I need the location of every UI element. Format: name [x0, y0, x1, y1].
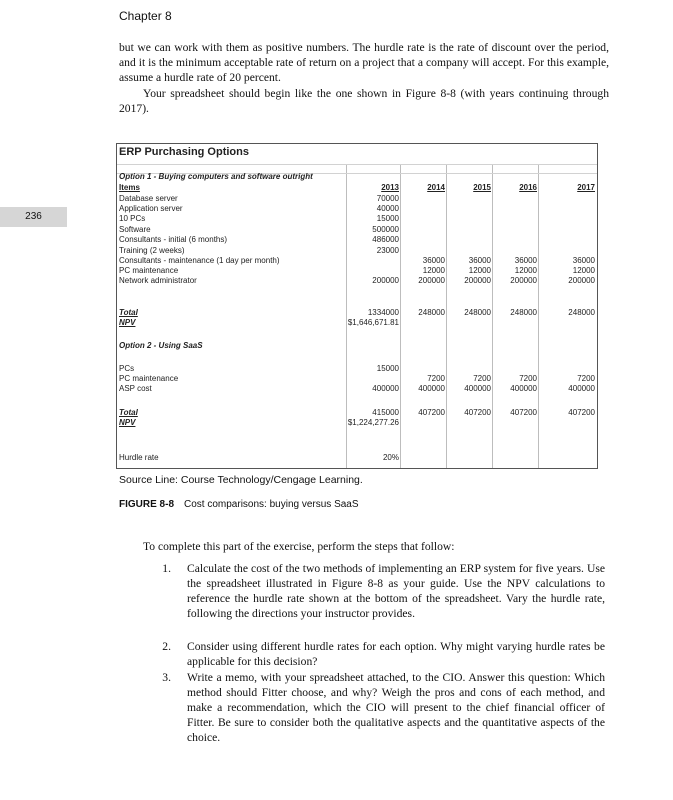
- cell-value: 36000: [514, 256, 537, 265]
- row-label: Consultants - maintenance (1 day per month): [119, 256, 280, 265]
- step-1: [162, 561, 605, 621]
- row-label: Application server: [119, 204, 183, 213]
- row-label: PC maintenance: [119, 266, 179, 275]
- cell-value: 7200: [577, 374, 595, 383]
- cell-value: 23000: [376, 246, 399, 255]
- table-row: [117, 266, 597, 276]
- cell-value: 407200: [418, 408, 445, 417]
- row-label: Consultants - initial (6 months): [119, 235, 228, 244]
- row-label: Database server: [119, 194, 178, 203]
- cell-value: 1334000: [367, 308, 399, 317]
- hurdle-value: 20%: [382, 453, 399, 462]
- npv-label: NPV: [119, 318, 136, 327]
- step-number: 3.: [162, 671, 171, 684]
- total-row: [117, 408, 597, 418]
- step-text: Write a memo, with your spreadsheet attached, to the CIO. Answer this question: Which method should Fitter choose, and why? Weigh the pros and cons of each method, and make a recommendation, which the CIO will present to the chief financial officer of Fitter. Be sure to consider both the qualitative aspects and the quantitative aspects of the choice.: [187, 671, 605, 744]
- figure-caption: [119, 499, 359, 510]
- row-label: PCs: [119, 364, 135, 373]
- row-label: Training (2 weeks): [119, 246, 185, 255]
- figure-caption-text: Cost comparisons: buying versus SaaS: [184, 499, 359, 510]
- table-row: [117, 374, 597, 384]
- row-label: 10 PCs: [119, 214, 146, 223]
- cell-value: 400000: [464, 384, 491, 393]
- option2-label: Option 2 - Using SaaS: [119, 341, 203, 350]
- cell-value: 12000: [572, 266, 595, 275]
- option1-header-row: [117, 172, 597, 182]
- cell-value: 400000: [372, 384, 399, 393]
- cell-value: 200000: [418, 276, 445, 285]
- step-text: Consider using different hurdle rates for each option. Why might varying hurdle rates be applicable for this decision?: [187, 640, 605, 668]
- cell-value: 15000: [376, 214, 399, 223]
- cell-value: 7200: [427, 374, 445, 383]
- table-row: [117, 256, 597, 266]
- spreadsheet-title: ERP Purchasing Options: [119, 146, 249, 158]
- year-2014: 2014: [427, 183, 445, 192]
- cell-value: 40000: [376, 204, 399, 213]
- cell-value: 486000: [372, 235, 399, 244]
- cell-value: 12000: [514, 266, 537, 275]
- cell-value: 415000: [372, 408, 399, 417]
- paragraph-2-text: Your spreadsheet should begin like the one shown in Figure 8-8 (with years continuing through 2017).: [119, 87, 609, 115]
- row-label: PC maintenance: [119, 374, 179, 383]
- npv-row: [117, 318, 597, 328]
- cell-value: 200000: [372, 276, 399, 285]
- step-text: Calculate the cost of the two methods of implementing an ERP system for five years. Use the spreadsheet illustrated in Figure 8-8 as your guide. Use the NPV calculations to reference the hurdle rate shown at the bottom of the spreadsheet. Vary the hurdle rate, following the directions your instructor provides.: [187, 562, 605, 620]
- cell-value: 12000: [422, 266, 445, 275]
- npv-row: [117, 418, 597, 428]
- npv-value: $1,646,671.81: [347, 318, 399, 327]
- option1-label: Option 1 - Buying computers and software outright: [119, 172, 313, 181]
- year-2017: 2017: [577, 183, 595, 192]
- items-label: Items: [119, 183, 140, 192]
- cell-value: 248000: [510, 308, 537, 317]
- instructions-intro: To complete this part of the exercise, perform the steps that follow:: [143, 540, 455, 553]
- step-2: [162, 639, 605, 669]
- option2-header-row: [117, 341, 597, 351]
- cell-value: 36000: [572, 256, 595, 265]
- table-row: [117, 246, 597, 256]
- source-line: Source Line: Course Technology/Cengage Learning.: [119, 474, 363, 486]
- step-number: 2.: [162, 640, 171, 653]
- cell-value: 400000: [418, 384, 445, 393]
- paragraph-2: [119, 86, 609, 116]
- row-label: ASP cost: [119, 384, 152, 393]
- hurdle-row: [117, 453, 597, 463]
- cell-value: 7200: [519, 374, 537, 383]
- cell-value: 15000: [376, 364, 399, 373]
- cell-value: 407200: [510, 408, 537, 417]
- step-3: [162, 670, 605, 745]
- page-number: 236: [0, 207, 67, 227]
- cell-value: 248000: [418, 308, 445, 317]
- cell-value: 200000: [464, 276, 491, 285]
- year-2015: 2015: [473, 183, 491, 192]
- table-row: [117, 364, 597, 374]
- table-row: [117, 235, 597, 245]
- row-label: Software: [119, 225, 151, 234]
- total-label: Total: [119, 308, 138, 317]
- cell-value: 407200: [568, 408, 595, 417]
- grid-line: [117, 164, 597, 165]
- paragraph-1: but we can work with them as positive numbers. The hurdle rate is the rate of discount over the period, and it is the minimum acceptable rate of return on a project that a company will accept. For this example, assume a hurdle rate of 20 percent.: [119, 41, 609, 84]
- cell-value: 7200: [473, 374, 491, 383]
- cell-value: 12000: [468, 266, 491, 275]
- table-row: [117, 194, 597, 204]
- cell-value: 200000: [510, 276, 537, 285]
- table-row: [117, 276, 597, 286]
- table-row: [117, 225, 597, 235]
- npv-label: NPV: [119, 418, 136, 427]
- items-header-row: [117, 183, 597, 193]
- year-2013: 2013: [381, 183, 399, 192]
- cell-value: 70000: [376, 194, 399, 203]
- total-label: Total: [119, 408, 138, 417]
- cell-value: 248000: [464, 308, 491, 317]
- spreadsheet-figure: [116, 143, 598, 469]
- cell-value: 36000: [422, 256, 445, 265]
- cell-value: 248000: [568, 308, 595, 317]
- table-row: [117, 204, 597, 214]
- cell-value: 400000: [568, 384, 595, 393]
- cell-value: 400000: [510, 384, 537, 393]
- cell-value: 500000: [372, 225, 399, 234]
- cell-value: 407200: [464, 408, 491, 417]
- hurdle-label: Hurdle rate: [119, 453, 159, 462]
- figure-label: FIGURE 8-8: [119, 499, 175, 510]
- year-2016: 2016: [519, 183, 537, 192]
- table-row: [117, 214, 597, 224]
- npv-value: $1,224,277.26: [347, 418, 399, 427]
- total-row: [117, 308, 597, 318]
- cell-value: 200000: [568, 276, 595, 285]
- cell-value: 36000: [468, 256, 491, 265]
- table-row: [117, 384, 597, 394]
- step-number: 1.: [162, 562, 171, 575]
- chapter-header: Chapter 8: [119, 9, 172, 23]
- row-label: Network administrator: [119, 276, 197, 285]
